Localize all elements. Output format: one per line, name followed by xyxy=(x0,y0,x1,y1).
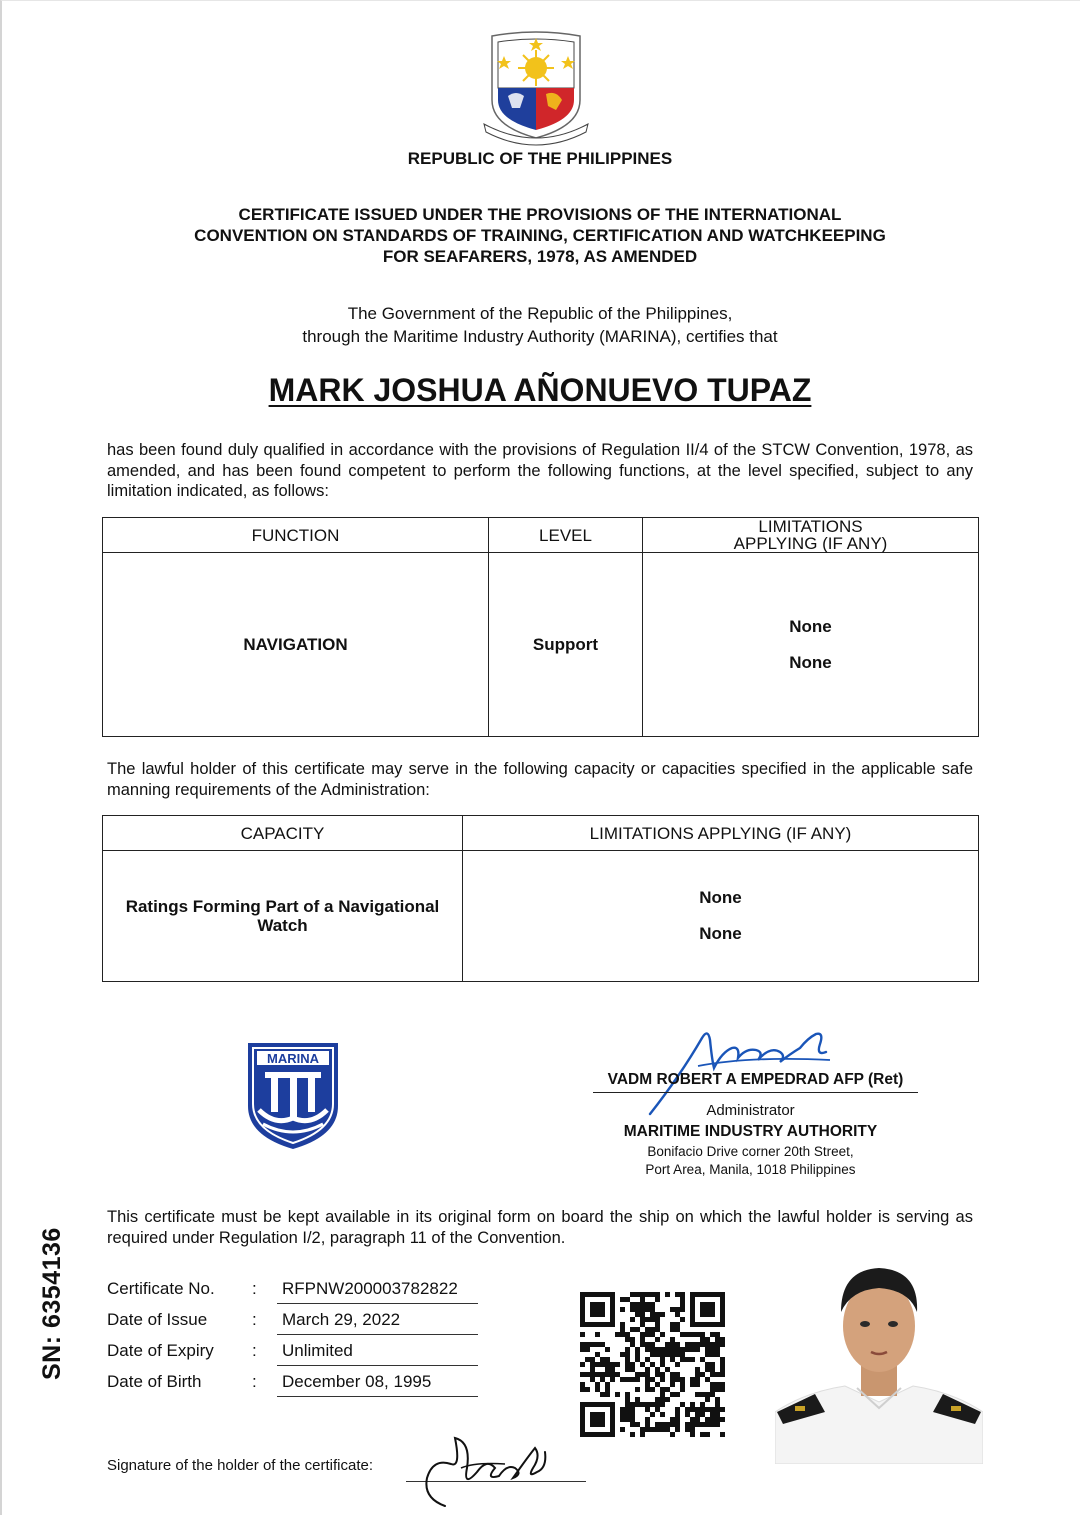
address-line: Port Area, Manila, 1018 Philippines xyxy=(645,1162,856,1177)
info-label: Date of Issue xyxy=(107,1310,208,1329)
administrator-organization: MARITIME INDUSTRY AUTHORITY xyxy=(623,1123,878,1140)
header-limitations-line: LIMITATIONS xyxy=(758,517,863,536)
level-cell: Support xyxy=(489,553,643,737)
keep-notice: This certificate must be kept available in its original form on board the ship on which the lawful holder is serving as required under Regulation I/2, paragraph 11 of the Convention. xyxy=(107,1208,973,1247)
capacity-table xyxy=(102,815,979,982)
header-level: LEVEL xyxy=(489,518,643,553)
header-capacity: CAPACITY xyxy=(103,816,463,851)
header-limitations xyxy=(643,518,979,553)
capacity-cell: Ratings Forming Part of a Navigational Watch xyxy=(103,851,463,982)
philippine-seal-icon xyxy=(476,30,596,150)
info-label: Date of Expiry xyxy=(107,1341,214,1360)
limitations-cell xyxy=(643,553,979,737)
government-statement xyxy=(0,302,1080,348)
holder-photo xyxy=(775,1262,983,1464)
administrator-name: VADM ROBERT A EMPEDRAD AFP (Ret) xyxy=(593,1071,918,1093)
limitation-value: None xyxy=(699,888,742,907)
marina-logo-text: MARINA xyxy=(267,1051,319,1066)
convention-title-line: FOR SEAFARERS, 1978, AS AMENDED xyxy=(382,247,698,266)
holder-name-text: MARK JOSHUA AÑONUEVO TUPAZ xyxy=(268,372,812,408)
capacity-paragraph: The lawful holder of this certificate may serve in the following capacity or capacities specified in the applicable safe manning requirements of the Administration: xyxy=(107,760,973,799)
date-of-issue-value: March 29, 2022 xyxy=(277,1310,478,1335)
info-label: Date of Birth xyxy=(107,1372,202,1391)
table-row xyxy=(103,553,979,737)
administrator-address xyxy=(593,1143,908,1179)
marina-logo-icon xyxy=(245,1040,341,1152)
header-capacity-limitations: LIMITATIONS APPLYING (IF ANY) xyxy=(463,816,979,851)
info-colon: : xyxy=(252,1341,257,1360)
header-limitations-line: APPLYING (IF ANY) xyxy=(733,534,888,553)
serial-number: SN: 6354136 xyxy=(38,1227,66,1380)
function-cell: NAVIGATION xyxy=(103,553,489,737)
info-colon: : xyxy=(252,1279,257,1298)
government-line: The Government of the Republic of the Philippines, xyxy=(347,304,733,323)
administrator-title: Administrator xyxy=(706,1102,795,1119)
info-label: Certificate No. xyxy=(107,1279,215,1298)
header-function: FUNCTION xyxy=(103,518,489,553)
info-colon: : xyxy=(252,1372,257,1391)
limitation-value: None xyxy=(789,652,832,672)
functions-table xyxy=(102,517,979,737)
convention-title-line: CONVENTION ON STANDARDS OF TRAINING, CERTIFICATION AND WATCHKEEPING xyxy=(194,226,886,245)
capacity-limitations-cell xyxy=(463,851,979,982)
holder-signature-icon xyxy=(415,1428,565,1508)
table-header-row xyxy=(103,816,979,851)
info-colon: : xyxy=(252,1310,257,1329)
limitation-value: None xyxy=(699,924,742,943)
address-line: Bonifacio Drive corner 20th Street, xyxy=(647,1144,854,1159)
table-row xyxy=(103,851,979,982)
convention-title xyxy=(0,204,1080,267)
date-of-birth-value: December 08, 1995 xyxy=(277,1372,478,1397)
date-of-expiry-value: Unlimited xyxy=(277,1341,478,1366)
limitation-value: None xyxy=(789,616,832,636)
government-line: through the Maritime Industry Authority (MARINA), certifies that xyxy=(302,327,778,346)
table-header-row xyxy=(103,518,979,553)
republic-heading: REPUBLIC OF THE PHILIPPINES xyxy=(407,149,673,168)
qualification-paragraph: has been found duly qualified in accordance with the provisions of Regulation II/4 of the STCW Convention, 1978, as amended, and has been found competent to perform the following functions, at the level specified, subject to any limitation indicated, as follows: xyxy=(107,441,973,500)
convention-title-line: CERTIFICATE ISSUED UNDER THE PROVISIONS OF THE INTERNATIONAL xyxy=(238,205,842,224)
holder-signature-label: Signature of the holder of the certificate: xyxy=(107,1457,373,1474)
qr-code-icon xyxy=(580,1292,725,1437)
certificate-number-value: RFPNW200003782822 xyxy=(277,1279,478,1304)
holder-name xyxy=(0,372,1080,409)
